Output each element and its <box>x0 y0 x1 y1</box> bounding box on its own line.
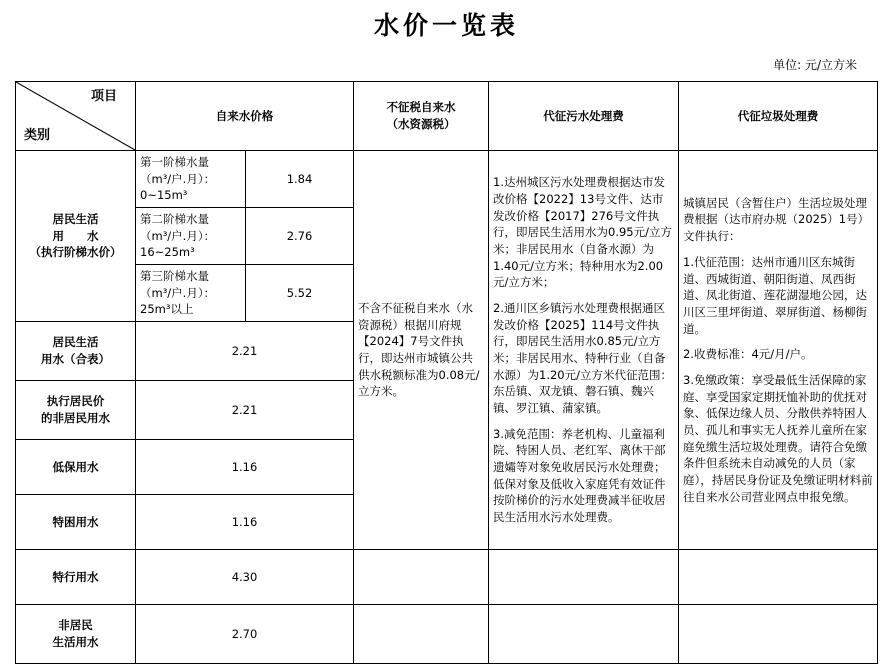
header-category-label: 类别 <box>24 128 51 144</box>
price-nonresidential-living: 2.70 <box>136 605 354 664</box>
header-garbage-fee: 代征垃圾处理费 <box>679 82 878 151</box>
garbage-paragraph: 城镇居民（含暂住户）生活垃圾处理费根据（达市府办规（2025）1号）文件执行： <box>683 195 870 244</box>
price-extreme-poverty: 1.16 <box>136 495 354 550</box>
table-header-row <box>16 82 878 151</box>
sewage-paragraph: 2.通川区乡镇污水处理费根据通区发改价格【2025】114号文件执行，即居民生活用水0.85元/立方米；非居民用水、特种行业（自备水源）为1.20元/立方米代征范围：东岳镇、双龙镇、磐石镇、魏兴镇、罗江镇、蒲家镇。 <box>493 301 672 416</box>
category-label-line1: 特困用水 <box>52 514 99 529</box>
category-label-line2: 用 水 <box>52 228 99 243</box>
category-label-line3: （执行阶梯水价） <box>29 245 122 260</box>
category-label-line1: 居民生活 <box>52 335 99 350</box>
category-extreme-poverty <box>16 495 136 550</box>
table-row <box>16 550 878 605</box>
tier-2-line3: 16~25m³ <box>140 245 195 260</box>
table-row <box>16 605 878 664</box>
table-row <box>16 151 878 208</box>
price-subsistence-allowance: 1.16 <box>136 440 354 495</box>
tier-3-label <box>136 265 246 322</box>
tier-3-line3: 25m³以上 <box>140 302 194 317</box>
price-residential-combined-meter: 2.21 <box>136 322 354 381</box>
category-label-line2: 生活用水 <box>52 635 99 650</box>
page-title: 水价一览表 <box>373 11 519 40</box>
sewage-spacer-cell-2 <box>489 605 679 664</box>
untaxed-spacer-cell <box>354 550 489 605</box>
sewage-fee-notes <box>489 151 679 550</box>
category-residential-tiered <box>16 151 136 322</box>
unit-note: 单位: 元/立方米 <box>773 58 857 72</box>
category-label-line2: 用水（合表） <box>41 352 110 367</box>
category-nonresidential-living <box>16 605 136 664</box>
category-subsistence-allowance <box>16 440 136 495</box>
tier-3-line1: 第三阶梯水量 <box>140 269 209 284</box>
tier-3-line2: （m³/户.月）： <box>140 285 216 300</box>
tier-2-price: 2.76 <box>246 208 354 265</box>
category-residential-combined-meter <box>16 322 136 381</box>
header-untaxed-line2: （水资源税） <box>386 117 456 131</box>
category-nonresidential-at-residential-rate <box>16 381 136 440</box>
category-label-line1: 执行居民价 <box>46 394 105 409</box>
water-price-table <box>15 81 878 664</box>
category-label-line1: 低保用水 <box>52 459 99 474</box>
category-label-line2: 的非居民用水 <box>41 411 110 426</box>
tier-2-line1: 第二阶梯水量 <box>140 212 209 227</box>
garbage-spacer-cell-2 <box>679 605 878 664</box>
price-special-industry: 4.30 <box>136 550 354 605</box>
sewage-paragraph: 3.减免范围：养老机构、儿童福利院、特困人员、老红军、离休干部遗孀等对象免收居民污水处理费；低保对象及低收入家庭凭有效证件按阶梯价的污水处理费减半征收居民生活用水污水处理费。 <box>493 426 666 525</box>
header-untaxed-line1: 不征税自来水 <box>386 100 456 115</box>
corner-header-cell <box>16 82 136 151</box>
tier-3-price: 5.52 <box>246 265 354 322</box>
category-label-line1: 特行用水 <box>52 569 99 584</box>
garbage-paragraph: 2.收费标准：4元/月/户。 <box>683 347 813 362</box>
header-tap-water-price: 自来水价格 <box>136 82 354 151</box>
price-nonresidential-at-residential-rate: 2.21 <box>136 381 354 440</box>
tier-1-line2: （m³/户.月）： <box>140 171 216 186</box>
tier-1-line1: 第一阶梯水量 <box>140 155 209 169</box>
tier-2-label <box>136 208 246 265</box>
garbage-paragraph: 1.代征范围：达州市通川区东城街道、西城街道、朝阳街道、凤西街道、凤北街道、莲花湖湿地公园，达川区三里坪街道、翠屏街道、杨柳街道。 <box>683 254 867 336</box>
category-special-industry <box>16 550 136 605</box>
header-sewage-fee: 代征污水处理费 <box>489 82 679 151</box>
tier-1-price: 1.84 <box>246 151 354 208</box>
untaxed-tap-water-note: 不含不征税自来水（水资源税）根据川府规【2024】7号文件执行，即达州市城镇公共供水税额标准为0.08元/立方米。 <box>354 151 489 550</box>
header-untaxed-tap-water <box>354 82 489 151</box>
sewage-spacer-cell <box>489 550 679 605</box>
untaxed-spacer-cell-2 <box>354 605 489 664</box>
category-label-line1: 非居民 <box>58 618 93 633</box>
tier-1-label <box>136 151 246 208</box>
garbage-paragraph: 3.免缴政策：享受最低生活保障的家庭、享受国家定期抚恤补助的优抚对象、低保边缘人员、分散供养特困人员、孤儿和事实无人抚养儿童所在家庭免缴生活垃圾处理费。请符合免缴条件但系统未自动减免的人员（家庭），持居民身份证及免缴证明材料前往自来水公司营业网点申报免缴。 <box>683 372 873 504</box>
garbage-spacer-cell <box>679 550 878 605</box>
tier-1-line3: 0~15m³ <box>140 188 188 203</box>
sewage-paragraph: 1.达州城区污水处理费根据达市发改价格【2022】13号文件、达市发改价格【2017】276号文件执行，即居民生活用水为0.95元/立方米；非居民用水（自备水源）为1.40元/立方米；特种用水为2.00元/立方米； <box>493 175 672 290</box>
header-item-label: 项目 <box>90 89 117 104</box>
garbage-fee-notes <box>679 151 878 550</box>
tier-2-line2: （m³/户.月）： <box>140 228 216 243</box>
category-label-line1: 居民生活 <box>52 212 99 227</box>
